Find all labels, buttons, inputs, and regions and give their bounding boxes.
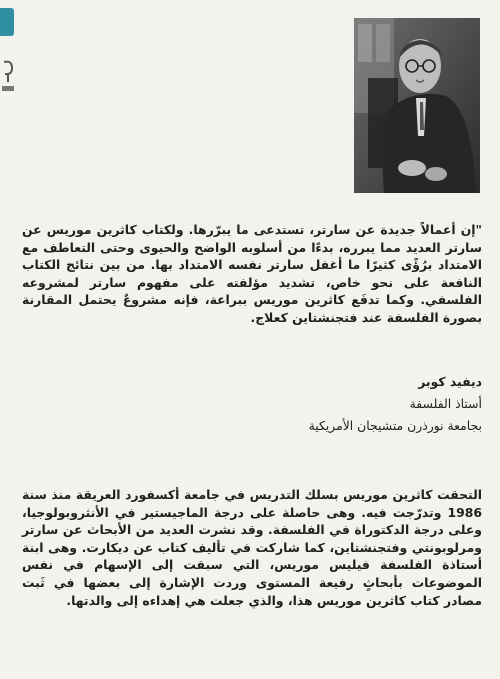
quote-signature xyxy=(309,371,482,437)
logo-accent-shape xyxy=(0,8,14,36)
reviewer-title: أستاذ الفلسفة xyxy=(409,396,482,411)
publisher-logo xyxy=(0,0,18,100)
author-photo xyxy=(354,18,480,193)
reviewer-university: بجامعة نورذرن متشيجان الأمريكية xyxy=(308,418,482,433)
reviewer-name: ديفيد كوبر xyxy=(418,374,482,389)
logo-text-mark xyxy=(1,58,15,94)
author-bio: التحقت كاثرين موريس بسلك التدريس في جامعة أكسفورد العريقة منذ سنة 1986 وتدرّجت فيه. وهى حاصلة على درجة الماجيستير في الأنثروبولوجيا، وعلى درجة الدكتوراة في الفلسفة. وقد نشرت العديد من الأبحاث عن سارتر ومرلوبونتي وفتجنشتاين، كما شاركت في تأليف كتاب عن ديكارت. وهى ابنة أستاذة الفلسفة فيليس موريس، التي سبقت إلى الإسهام في نفس الموضوعات بأبحاثٍ رفيعة المستوى وردت الإشارة إلى بعضها في ثَبت مصادر كتاب كاثرين موريس هذا، والذي جعلت هي إهداءه إلى والدتها. xyxy=(22,487,482,608)
review-quote: "إن أعمالاً جديدة عن سارتر، تستدعى ما يبرّرها. ولكتاب كاثرين موريس عن سارتر العديد مما يبرره، بدءًا من أسلوبه الواضح والحيوى وحتى التعاطف مع الامتداد برُؤًى كثيرًا ما أغفل سارتر نفسه الامتداد بها. من بين نتائج الكتاب النافعة على نحو خاص، تشديد مؤلفته على مفهوم سارتر لمشروعه الفلسفي. وكما تدفَع كاثرين موريس ببراعة، فإنه مشروعٌ يحتمل المقارنة بصورة الفلسفة عند فتجنشتاين كعلاج. xyxy=(22,222,482,325)
